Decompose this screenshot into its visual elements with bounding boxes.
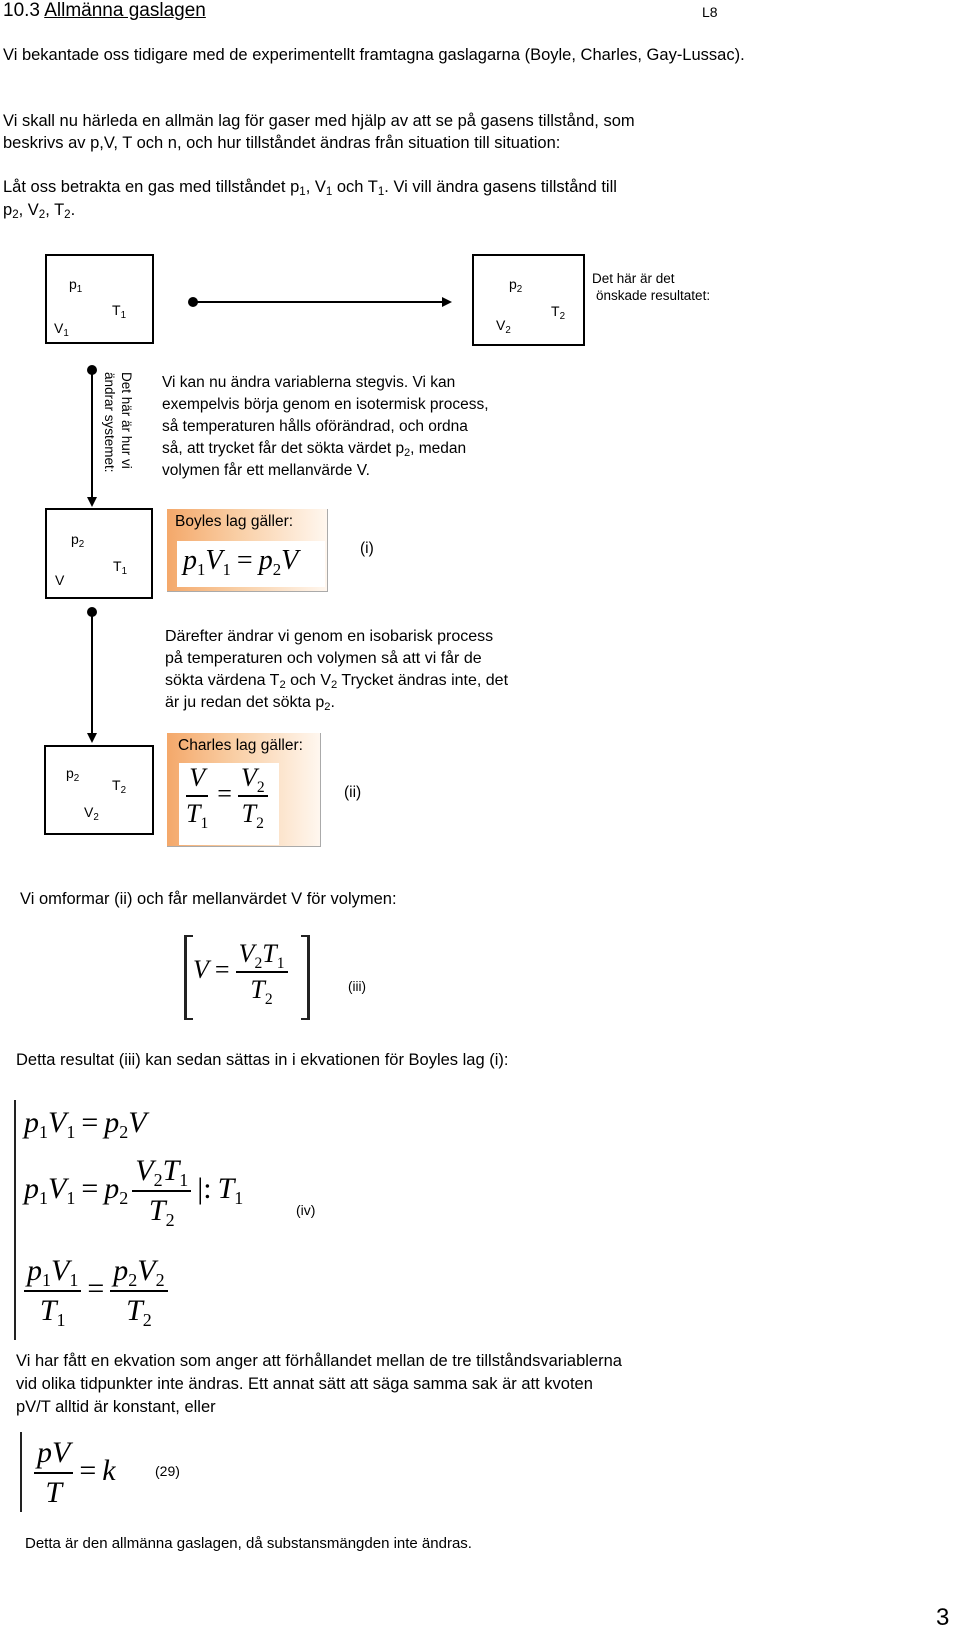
state-box-final (44, 745, 154, 835)
boyles-law-panel (167, 509, 328, 592)
state-volume-label: $V_2$ (84, 804, 99, 823)
state-box-intermediate (45, 508, 153, 599)
equation-iv-line-1: $p_1V_1 = p_2V$ (24, 1106, 147, 1142)
state-box-initial (45, 254, 154, 344)
charles-law-equation: $\frac{V}{T_1}$ = $\frac{V_2}{T_2}$ (179, 763, 279, 845)
state-pressure-label: $p_2$ (71, 531, 85, 550)
state-volume-label: V (55, 572, 65, 588)
equation-iv-line-2: $p_1V_1 = p_2$ $\frac{V_2T_1}{T_2}$ |: $T_1$ (24, 1154, 244, 1230)
state-temperature-label: $T_1$ (113, 558, 128, 577)
intro-paragraph-1: Vi bekantade oss tidigare med de experimentellt framtagna gaslagarna (Boyle, Charles, Gay-Lussac). (3, 46, 745, 64)
equation-tag-iii: (iii) (348, 979, 366, 994)
section-number: 10.3 (3, 0, 40, 21)
process-vertical-label: Det här är hur vi ändrar systemet: (102, 372, 134, 473)
charles-law-panel (167, 733, 321, 847)
equation-tag-iv: (iv) (296, 1202, 316, 1218)
equation-tag-i: (i) (360, 540, 374, 557)
equation-29: $\frac{pV}{T}$ = k (30, 1434, 150, 1512)
state-volume-label: $V_2$ (496, 317, 511, 336)
state-box-desired (472, 254, 585, 346)
intro-paragraph-2-line-2: beskrivs av p,V, T och n, och hur tillståndet ändras från situation till situation: (3, 134, 561, 152)
state-pressure-label: $p_2$ (509, 276, 523, 295)
equation-tag-29: (29) (155, 1463, 180, 1479)
intro-paragraph-3-line-2: $p_2$, $V_2$, $T_2$. (3, 201, 76, 221)
intro-paragraph-2-line-1: Vi skall nu härleda en allmän lag för gaser med hjälp av att se på gasens tillstånd, som (3, 112, 635, 130)
equation-iv (22, 1102, 282, 1340)
boyles-law-equation: $p_1V_1 = p_2V$ (177, 541, 325, 587)
intro-paragraph-3-line-1: Låt oss betrakta en gas med tillståndet $p_1$, $V_1$ och $T_1$. Vi vill ändra gasens tillstånd till (3, 178, 617, 198)
state-temperature-label: $T_2$ (112, 777, 127, 796)
vertical-arrow-2 (87, 607, 97, 741)
final-statement: Detta är den allmänna gaslagen, då substansmängden inte ändras. (25, 1535, 472, 1552)
desired-result-label: Det här är det önskade resultatet: (592, 271, 711, 303)
step-1-description: Vi kan nu ändra variablerna stegvis. Vi kan exempelvis börja genom en isotermisk process, så temperaturen hålls oförändrad, och ordna så, att trycket får det sökta värdet $p_2$, medan volymen får ett mellanvärde V. (162, 374, 489, 479)
equation-tag-ii: (ii) (344, 784, 362, 801)
state-temperature-label: $T_1$ (112, 302, 127, 321)
state-volume-label: $V_1$ (54, 320, 69, 339)
equation-29-bracket (20, 1432, 22, 1512)
boyles-law-title: Boyles lag gäller: (175, 513, 294, 530)
equation-iv-bracket (14, 1100, 16, 1340)
page-number: 3 (936, 1604, 950, 1631)
section-title: Allmänna gaslagen (44, 0, 206, 21)
rewrite-text: Vi omformar (ii) och får mellanvärdet V för volymen: (20, 890, 397, 908)
equation-iii: V = $\frac{V_2T_1}{T_2}$ (184, 935, 310, 1020)
page-code: L8 (702, 4, 718, 20)
charles-law-title: Charles lag gäller: (178, 737, 303, 754)
conclusion-paragraph: Vi har fått en ekvation som anger att förhållandet mellan de tre tillståndsvariablerna vid olika tidpunkter inte ändras. Ett annat sätt att säga samma sak är att kvoten pV/T alltid är konstant, eller (16, 1352, 622, 1416)
equation-iv-line-3: $\frac{p_1V_1}{T_1}$ = $\frac{p_2V_2}{T_2}$ (24, 1254, 168, 1328)
substitute-text: Detta resultat (iii) kan sedan sättas in i ekvationen för Boyles lag (i): (16, 1051, 509, 1069)
horizontal-arrow (188, 297, 450, 307)
state-pressure-label: $p_2$ (66, 765, 80, 784)
state-pressure-label: $p_1$ (69, 276, 83, 295)
state-temperature-label: $T_2$ (551, 303, 566, 322)
step-2-description: Därefter ändrar vi genom en isobarisk process på temperaturen och volymen så att vi får de sökta värdena $T_2$ och $V_2$ Trycket ändras inte, det är ju redan det sökta $p_2$. (165, 628, 509, 713)
